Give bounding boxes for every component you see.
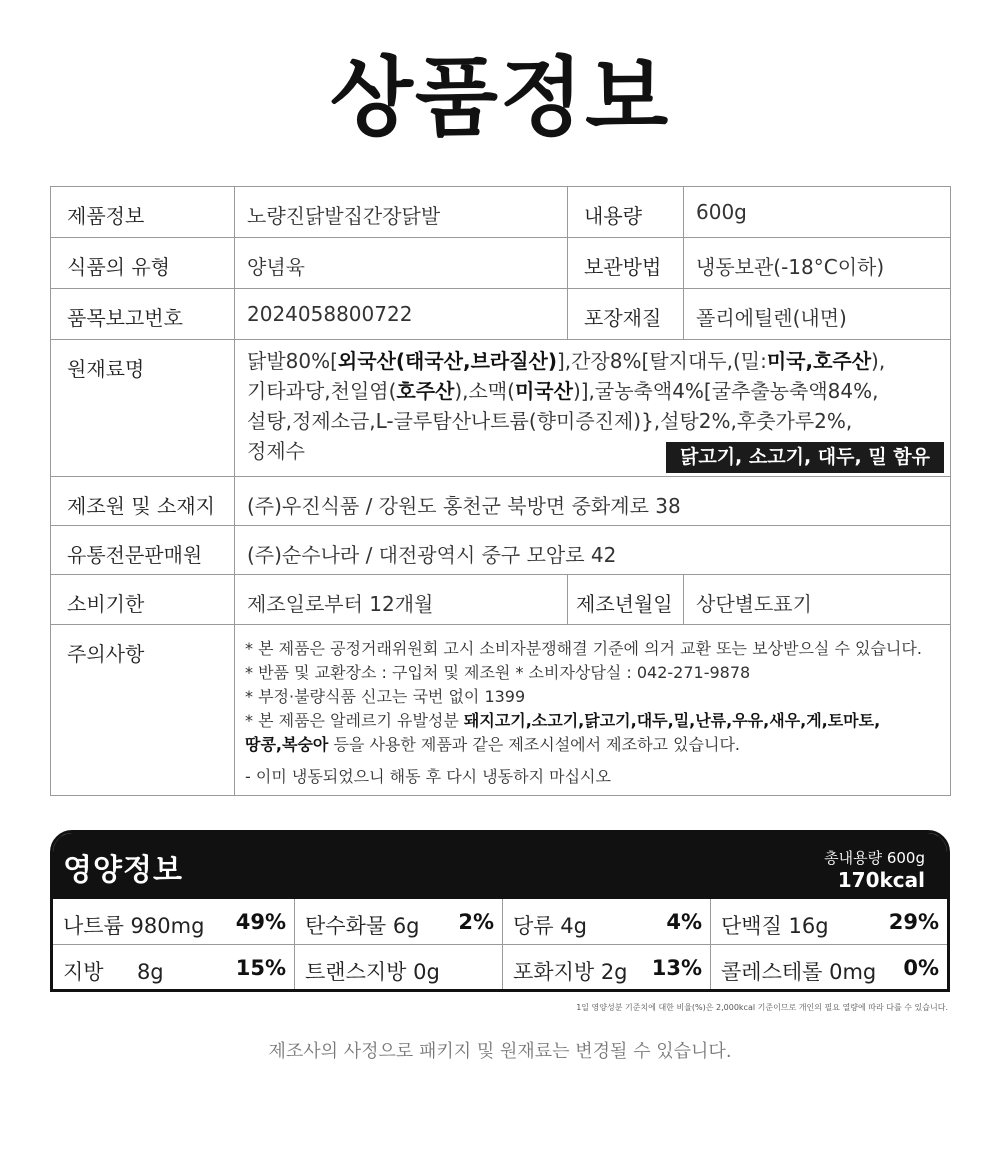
nutrient-name: 지방 8g [63, 960, 164, 984]
caution-value [235, 625, 951, 796]
expiry-value: 제조일로부터 12개월 [235, 575, 568, 625]
distributor-label: 유통전문판매원 [51, 526, 235, 575]
product-name-label: 제품정보 [51, 187, 235, 238]
ingredient-origin: 미국,호주산 [766, 349, 872, 373]
expiry-label: 소비기한 [51, 575, 235, 625]
nutrient-cell [503, 899, 711, 945]
nutrient-name: 나트륨 980mg [63, 914, 205, 938]
table-row [51, 526, 951, 575]
nutrient-percent: 49% [235, 910, 286, 934]
nutrient-percent: 15% [235, 956, 286, 980]
table-row [51, 238, 951, 289]
nutrition-panel [50, 830, 950, 992]
nutrient-cell [295, 899, 503, 945]
page-title: 상품정보 [329, 48, 671, 148]
volume-value: 600g [684, 187, 951, 238]
caution-line: - 이미 냉동되었으니 해동 후 다시 냉동하지 마십시오 [245, 767, 611, 786]
packaging-value: 폴리에틸렌(내면) [684, 289, 951, 340]
nutrient-percent: 2% [458, 910, 494, 934]
volume-label: 내용량 [568, 187, 684, 238]
nutrition-title: 영양정보 [63, 853, 183, 888]
mfg-date-value: 상단별도표기 [684, 575, 951, 625]
nutrient-percent: 4% [666, 910, 702, 934]
table-row [51, 477, 951, 526]
table-row [51, 575, 951, 625]
nutrient-cell [53, 945, 295, 991]
ingredient-text: 정제수 [247, 439, 305, 463]
nutrient-name: 단백질 16g [721, 914, 829, 938]
report-no-label: 품목보고번호 [51, 289, 235, 340]
nutrition-kcal: 170kcal [837, 868, 925, 892]
nutrient-percent: 29% [888, 910, 939, 934]
table-row [51, 625, 951, 796]
nutrient-percent: 0% [903, 956, 939, 980]
nutrient-name: 콜레스테롤 0mg [721, 960, 877, 984]
nutrition-footnote: 1일 영양성분 기준치에 대한 비율(%)은 2,000kcal 기준이므로 개인의 필요 열량에 따라 다를 수 있습니다. [576, 1003, 948, 1012]
caution-line [245, 733, 946, 757]
nutrient-cell [503, 945, 711, 991]
nutrient-cell [295, 945, 503, 991]
ingredient-text: 설탕,정제소금,L-글루탐산나트륨(향미증진제)},설탕2%,후춧가루2%, [247, 409, 853, 433]
mfg-date-label: 제조년월일 [568, 575, 684, 625]
ingredient-origin: 미국산 [514, 379, 573, 403]
product-name-value: 노량진닭발집간장닭발 [235, 187, 568, 238]
ingredient-text: 기타과당,천일염( [247, 379, 397, 403]
nutrition-row [53, 945, 947, 991]
ingredient-text: 닭발80%[ [247, 349, 338, 373]
caution-line: * 본 제품은 공정거래위원회 고시 소비자분쟁해결 기준에 의거 교환 또는 보상받으실 수 있습니다. [245, 639, 922, 658]
nutrient-cell [711, 945, 947, 991]
ingredients-label: 원재료명 [51, 340, 235, 477]
storage-label: 보관방법 [568, 238, 684, 289]
manufacturer-label: 제조원 및 소재지 [51, 477, 235, 526]
manufacturer-value: (주)우진식품 / 강원도 홍천군 북방면 중화계로 38 [235, 477, 951, 526]
distributor-value: (주)순수나라 / 대전광역시 중구 모암로 42 [235, 526, 951, 575]
product-info-table [50, 186, 951, 796]
ingredient-text: ],간장8%[탈지대두,(밀: [557, 349, 767, 373]
nutrient-cell [711, 899, 947, 945]
caution-label: 주의사항 [51, 625, 235, 796]
nutrient-name: 당류 4g [513, 914, 587, 938]
table-row [51, 340, 951, 477]
food-type-label: 식품의 유형 [51, 238, 235, 289]
caution-line [245, 709, 946, 733]
ingredient-origin: 외국산(태국산,브라질산) [337, 349, 557, 373]
allergen-badge: 닭고기, 소고기, 대두, 밀 함유 [666, 442, 944, 473]
nutrition-total: 총내용량 600g [824, 849, 925, 867]
nutrient-cell [53, 899, 295, 945]
nutrition-header [53, 833, 947, 899]
nutrient-percent: 13% [651, 956, 702, 980]
ingredients-value [235, 340, 951, 477]
nutrition-row [53, 899, 947, 945]
caution-text: * 본 제품은 알레르기 유발성분 [245, 711, 464, 730]
ingredient-origin: 호주산 [396, 379, 455, 403]
food-type-value: 양념육 [235, 238, 568, 289]
nutrient-name: 탄수화물 6g [305, 914, 420, 938]
packaging-label: 포장재질 [568, 289, 684, 340]
caution-line: * 부정·불량식품 신고는 국번 없이 1399 [245, 687, 526, 706]
table-row [51, 289, 951, 340]
nutrient-name: 트랜스지방 0g [305, 960, 440, 984]
caution-line: * 반품 및 교환장소 : 구입처 및 제조원 * 소비자상담실 : 042-271-9878 [245, 663, 751, 682]
allergen-list: 돼지고기,소고기,닭고기,대두,밀,난류,우유,새우,게,토마토, [463, 711, 881, 730]
ingredient-text: ), [871, 349, 886, 373]
caution-text: 등을 사용한 제품과 같은 제조시설에서 제조하고 있습니다. [328, 735, 740, 754]
storage-value: 냉동보관(-18°C이하) [684, 238, 951, 289]
change-notice: 제조사의 사정으로 패키지 및 원재료는 변경될 수 있습니다. [268, 1041, 732, 1062]
ingredient-text: ),소맥( [454, 379, 515, 403]
nutrient-name: 포화지방 2g [513, 960, 628, 984]
ingredient-text: )],굴농축액4%[굴추출농축액84%, [572, 379, 879, 403]
allergen-list: 땅콩,복숭아 [245, 735, 329, 754]
table-row [51, 187, 951, 238]
report-no-value: 2024058800722 [235, 289, 568, 340]
